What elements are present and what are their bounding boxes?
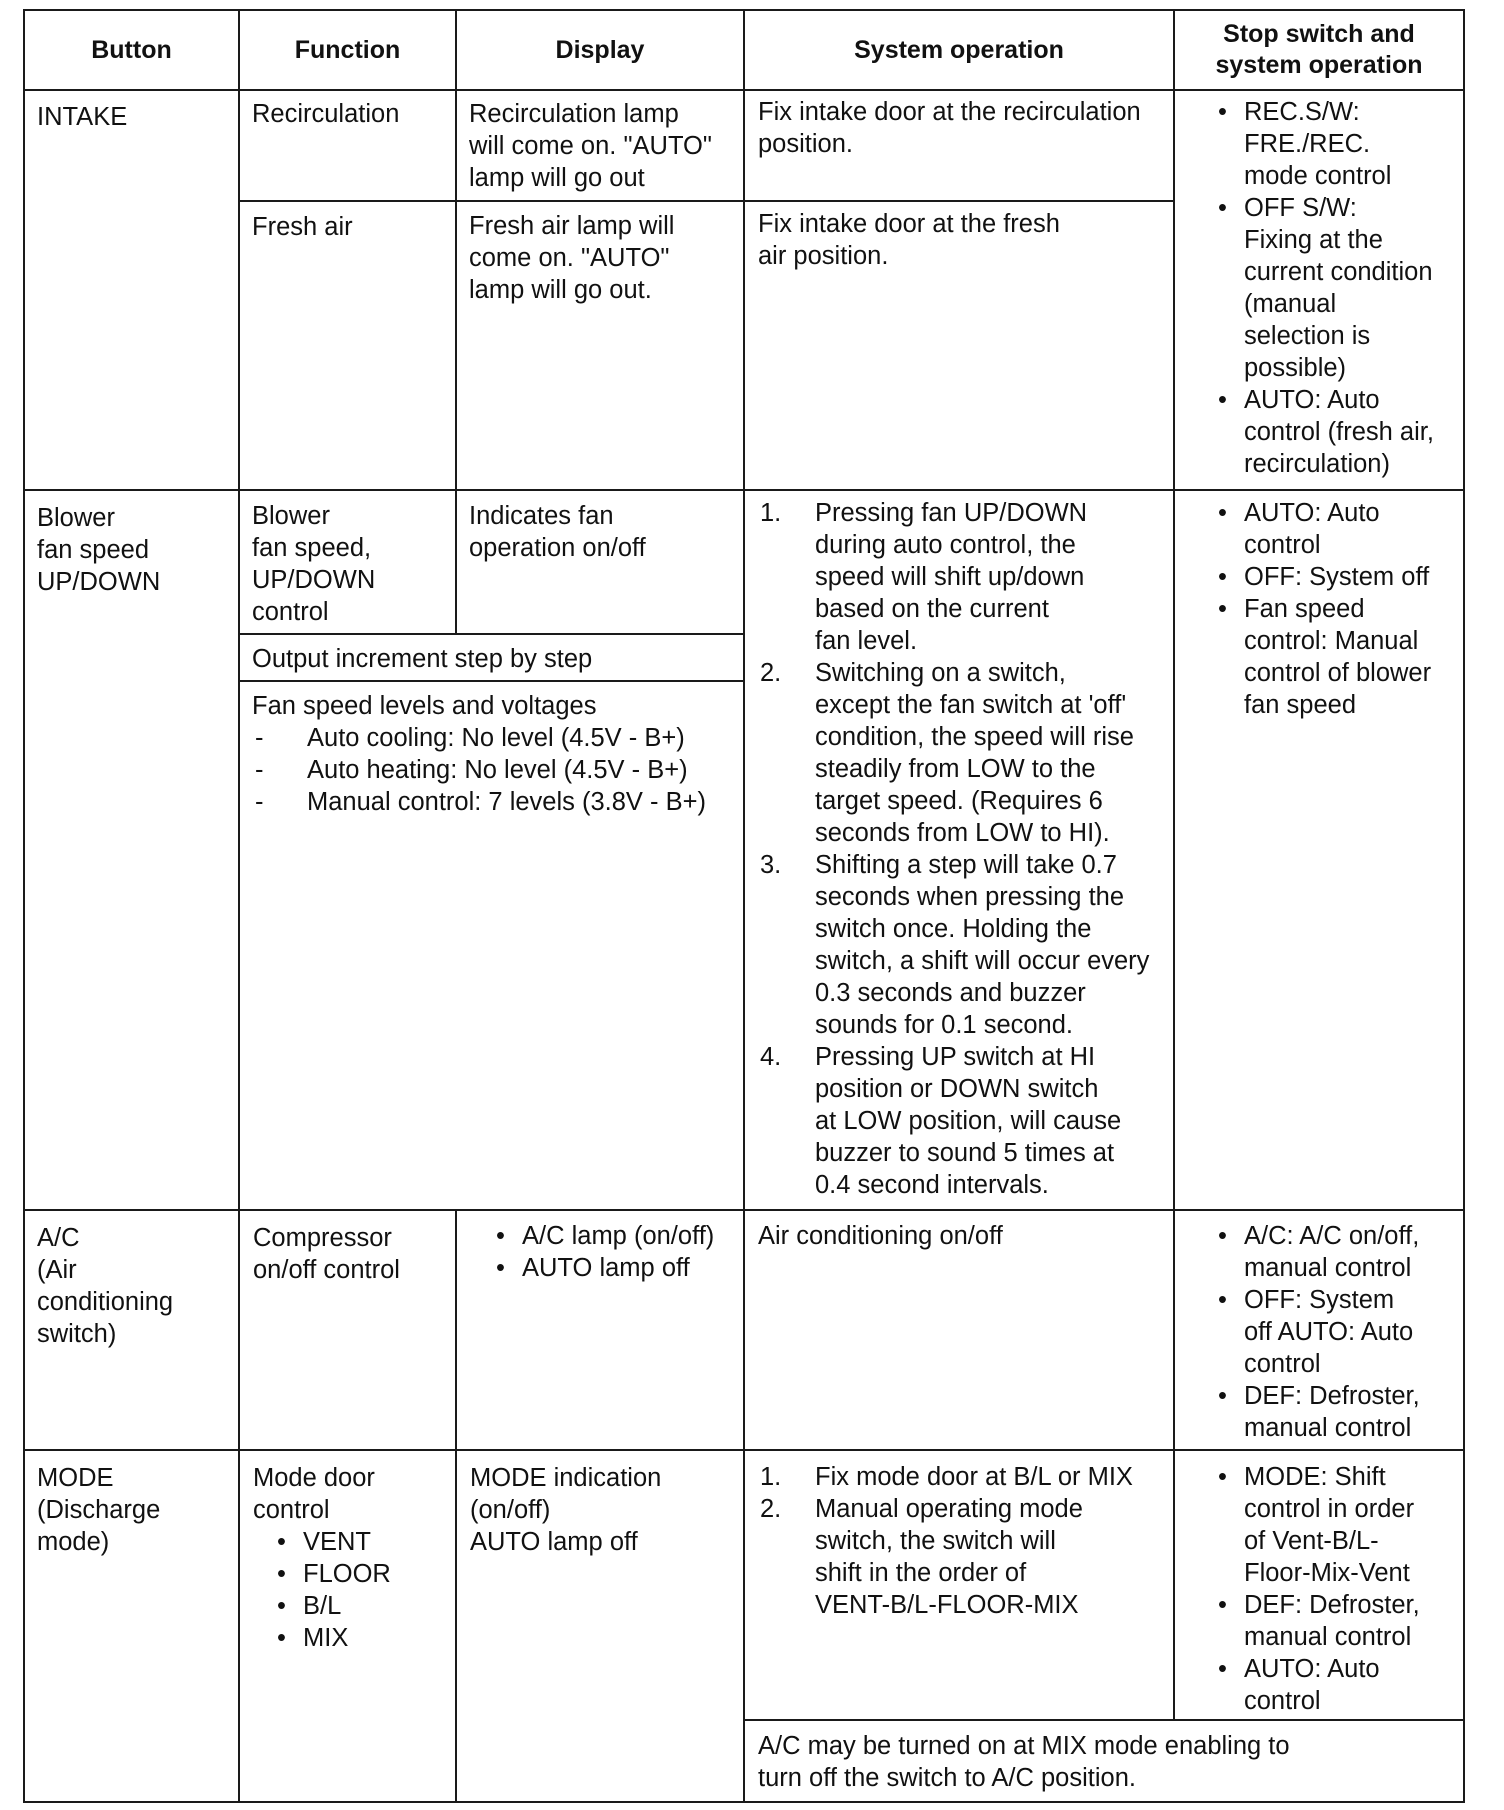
list-item: • OFF S/W: Fixing at the current condition (manual selection is possible): [1214, 192, 1464, 384]
blower-stop-switch: [1214, 497, 1464, 721]
ac-function: Compressor on/off control: [253, 1224, 400, 1284]
list-item: • B/L: [273, 1590, 453, 1622]
list-item: - Auto cooling: No level (4.5V - B+): [252, 722, 742, 754]
list-item: • OFF: System off: [1214, 561, 1464, 593]
list-item: • A/C lamp (on/off): [492, 1220, 742, 1252]
intake-fresh-function: Fresh air: [252, 213, 353, 241]
blower-function: Blower fan speed, UP/DOWN control: [252, 502, 376, 626]
header-function: Function: [294, 35, 401, 64]
list-item: • AUTO: Auto control: [1214, 497, 1464, 561]
column-divider-2-bottom: [455, 1209, 457, 1803]
mode-system-operation: [760, 1461, 1170, 1621]
list-item: 3. Shifting a step will take 0.7 seconds when pressing the switch once. Holding the switch, a shift will occur every 0.3 seconds and buzzer sounds for 0.1 second.: [760, 851, 1150, 1039]
mode-button: MODE (Discharge mode): [37, 1464, 161, 1556]
intake-subrow-divider: [240, 200, 1175, 202]
list-item: 2. Manual operating mode switch, the switch will shift in the order of VENT-B/L-FLOOR-MIX: [760, 1495, 1083, 1619]
intake-stop-switch: [1214, 96, 1464, 480]
list-item: - Manual control: 7 levels (3.8V - B+): [252, 786, 742, 818]
list-item: • A/C: A/C on/off, manual control: [1214, 1220, 1464, 1284]
ac-system-operation: Air conditioning on/off: [758, 1222, 1003, 1250]
mode-note-divider: [745, 1719, 1465, 1721]
mode-function: Mode door control • VENT • FLOOR • B/L • MIX: [253, 1462, 453, 1654]
blower-system-operation: [760, 497, 1170, 1201]
list-item: • OFF: System off AUTO: Auto control: [1214, 1284, 1464, 1380]
list-item: 2. Switching on a switch, except the fan switch at 'off' condition, the speed will rise steadily from LOW to the target speed. (Requires 6 seconds from LOW to HI).: [760, 659, 1134, 847]
intake-recirculation-system-operation: Fix intake door at the recirculation position.: [758, 98, 1141, 158]
list-item: • FLOOR: [273, 1558, 453, 1590]
mode-display: MODE indication (on/off) AUTO lamp off: [470, 1464, 662, 1556]
header-stop-switch: Stop switch and system operation: [1215, 20, 1423, 79]
list-item: • DEF: Defroster, manual control: [1214, 1380, 1464, 1444]
intake-button: INTAKE: [37, 103, 128, 131]
column-divider-4: [1173, 9, 1175, 1721]
header-display: Display: [555, 35, 645, 64]
mode-note: A/C may be turned on at MIX mode enabling to turn off the switch to A/C position.: [758, 1732, 1290, 1792]
header-button: Button: [91, 35, 172, 64]
intake-fresh-system-operation: Fix intake door at the fresh air position.: [758, 210, 1060, 270]
list-item: - Auto heating: No level (4.5V - B+): [252, 754, 742, 786]
intake-fresh-display: Fresh air lamp will come on. "AUTO" lamp will go out.: [469, 212, 675, 304]
ac-button: A/C (Air conditioning switch): [37, 1224, 174, 1348]
list-item: • MIX: [273, 1622, 453, 1654]
column-divider-2-top: [455, 9, 457, 635]
blower-subrow-divider-2: [240, 680, 745, 682]
blower-subrow-divider-1: [240, 633, 745, 635]
header-system-operation: System operation: [854, 35, 1064, 64]
list-item: • MODE: Shift control in order of Vent-B/L- Floor-Mix-Vent: [1214, 1461, 1464, 1589]
list-item: • Fan speed control: Manual control of blower fan speed: [1214, 593, 1464, 721]
list-item: • DEF: Defroster, manual control: [1214, 1589, 1464, 1653]
list-item: 4. Pressing UP switch at HI position or DOWN switch at LOW position, will cause buzzer to sound 5 times at 0.4 second intervals.: [760, 1043, 1122, 1199]
list-item: • AUTO: Auto control (fresh air, recirculation): [1214, 384, 1464, 480]
ac-stop-switch: [1214, 1220, 1464, 1444]
list-item: 1. Pressing fan UP/DOWN during auto control, the speed will shift up/down based on the current fan level.: [760, 499, 1088, 655]
list-item: • AUTO lamp off: [492, 1252, 742, 1284]
mode-stop-switch: [1214, 1461, 1464, 1717]
blower-display: Indicates fan operation on/off: [469, 502, 646, 562]
blower-button: Blower fan speed UP/DOWN: [37, 504, 161, 596]
column-divider-1: [238, 9, 240, 1803]
list-item: 1. Fix mode door at B/L or MIX: [760, 1463, 1133, 1491]
list-item: • VENT: [273, 1526, 453, 1558]
intake-recirculation-function: Recirculation: [252, 100, 400, 128]
blower-fan-levels: Fan speed levels and voltages - Auto cooling: No level (4.5V - B+) - Auto heating: No level (4.5V - B+) - Manual control: 7 levels (3.8V - B+): [252, 690, 742, 818]
blower-output-increment: Output increment step by step: [252, 645, 593, 673]
list-item: • REC.S/W: FRE./REC. mode control: [1214, 96, 1464, 192]
ac-display: [492, 1220, 742, 1284]
intake-recirculation-display: Recirculation lamp will come on. "AUTO" lamp will go out: [469, 100, 712, 192]
table-border-left: [23, 9, 25, 1803]
column-divider-3: [743, 9, 745, 1803]
list-item: • AUTO: Auto control: [1214, 1653, 1464, 1717]
